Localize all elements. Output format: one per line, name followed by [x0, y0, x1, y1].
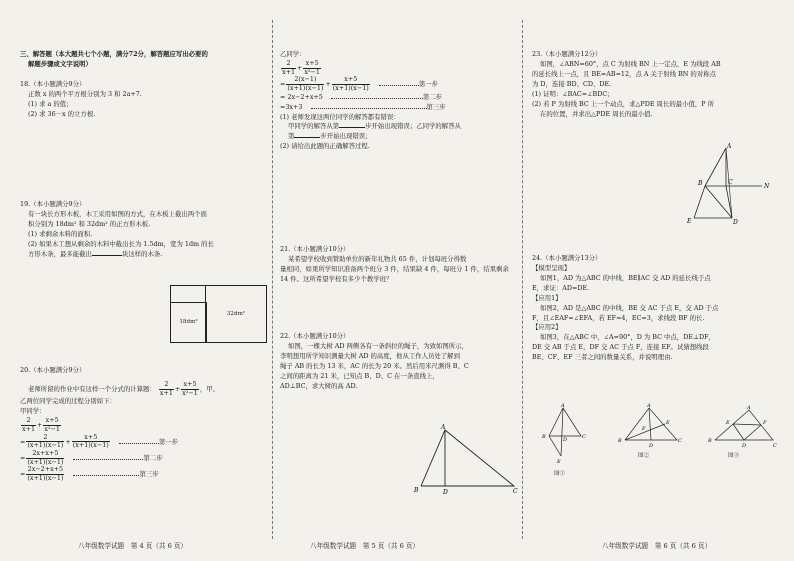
- q20-yi-expr0: $\frac{2}{x+1}$ + $\frac{x+5}{\text{x²−1}}$: [282, 58, 320, 76]
- label-b: B: [414, 487, 419, 494]
- q24-line5: 如图3，在△ABC 中，∠A=90°，D 为 BC 中点，DE⊥DF，: [540, 333, 715, 342]
- footer-page-6: 八年级数学试题 第 6 页（共 6 页）: [602, 541, 712, 550]
- q18-line2: (1) 求 a 的值；: [28, 99, 73, 108]
- section-title-line2: 解题步骤或文字说明）: [28, 59, 92, 68]
- q23-figure: [682, 140, 772, 230]
- q20-yi-label: 乙同学：: [280, 50, 306, 58]
- q19-heading: 19.（本小题满分9分）: [20, 200, 86, 208]
- large-square-label: 32dm²: [226, 310, 246, 317]
- fig1-label-a: A: [561, 403, 565, 409]
- column-divider-1: [272, 20, 273, 539]
- q24-model-title: 【模型呈现】: [532, 263, 571, 272]
- q19-line1: 有一块长方形木板，木工采用如图的方式，在木板上截出两个面: [28, 209, 207, 218]
- page-5-column: [280, 0, 518, 561]
- fig2-label-d: D: [649, 443, 654, 449]
- q20-jia-label: 甲同学：: [20, 407, 46, 416]
- segment-be: [694, 186, 705, 218]
- label-a: A: [441, 424, 446, 431]
- q24-line7: BE、CF、EF 三者之间的数量关系，并说明理由.: [532, 353, 673, 362]
- q20-part1: (1) 老师发现这两位同学的解答都有错误：: [280, 112, 400, 121]
- figure-1: [541, 403, 586, 464]
- q18-line1: 正数 x 的两个平方根分别为 3 和 2a+7.: [28, 89, 142, 98]
- q22-line4: 之间的距离为 21 米，已知点 B、D、C 在一条直线上，: [280, 371, 439, 380]
- q21-line1: 某希望学校收到赞助单位的新年礼物共 65 件，计划每班分得数: [288, 254, 467, 263]
- wood-board-figure: [170, 285, 267, 343]
- q24-line6: DE 交 AB 于点 E，DF 交 AC 于点 F，连接 EF。试猜想线段: [532, 343, 709, 352]
- fig1-label-c: C: [582, 434, 586, 440]
- q22-line1: 如图，一棵大树 AD 两侧各有一条斜拉的绳子，为致如图所示，: [288, 341, 468, 350]
- q20-part2: (2) 请给出此题的正确解答过程.: [280, 142, 370, 151]
- q23-label-a: A: [727, 143, 732, 150]
- fig2-label-c: C: [678, 438, 682, 444]
- q19-line4: (2) 如果木工想从剩余的木料中截出长为 1.5dm，宽为 1dm 的长: [28, 239, 214, 248]
- q20-heading: 20.（本小题满分9分）: [20, 366, 86, 374]
- q20-blank-2[interactable]: [294, 137, 320, 138]
- q20-line1-tail: ，甲、: [199, 385, 220, 394]
- footer-page-5: 八年级数学试题 第 5 页（共 6 页）: [310, 541, 420, 550]
- question-18: [20, 80, 268, 120]
- question-21: [280, 245, 515, 285]
- q20-line1: 老师所留的作业中有这样一个分式的计算题： $\frac{2}{x+1}$ + $\frac{x+5}{\text{x²−1}}$ ，甲、: [28, 379, 220, 397]
- q19-line5: [20, 250, 268, 260]
- q24-apply2-title: 【应用2】: [532, 323, 562, 332]
- q23-label-n: N: [764, 183, 770, 190]
- q18-line3: (2) 求 36－x 的立方根.: [28, 109, 96, 118]
- question-24: [532, 254, 778, 363]
- page-6-column: [532, 0, 778, 561]
- q23-line4: (1) 证明：∠BAC=∠BDC；: [532, 89, 614, 98]
- q23-line6: 在的位置，并求出△PDE 周长的最小值.: [540, 109, 653, 118]
- question-22: [280, 332, 515, 392]
- small-square-label: 18dm²: [179, 319, 198, 326]
- q20-jia-expr0: $\frac{2}{x+1}$ + $\frac{x+5}{\text{x²−1}}$: [22, 416, 60, 433]
- column-divider-2: [522, 20, 523, 539]
- q20-part1-a: 甲同学的解答从第 步开始出现错误；乙同学的解答从: [288, 122, 461, 131]
- q24-line4: F，且∠EAF=∠EFA，若 EF=4，EC=3，求线段 BF 的长.: [532, 313, 705, 322]
- q24-line3: 如图2，AD 是△ABC 的中线，BE 交 AC 于点 E，交 AD 于点: [540, 303, 719, 312]
- label-d: D: [443, 489, 448, 496]
- q20-jia-step3: = $\frac{2x-2+x+5}{(x+1)(x-1)}$ 第三步: [20, 465, 159, 482]
- fig3-label-b: B: [708, 438, 712, 444]
- q20-jia-step1: = $\frac{2}{(x+1)(x-1)}$ + $\frac{x+5}{(x+1)(x-1)}$ 第一步: [20, 432, 178, 450]
- fig1-label-b: B: [542, 434, 546, 440]
- tree-triangle-figure: [410, 422, 520, 496]
- q19-line2: 积分别为 18dm² 和 32dm² 的正方形木板.: [28, 219, 151, 228]
- triangle-abc: [421, 430, 514, 486]
- q23-line2: 的延长线上一点，且 BE=AB=12，点 A 关于射线 BN 的对称点: [532, 69, 716, 78]
- q18-heading: 18.（本小题满分9分）: [20, 80, 86, 88]
- q24-apply1-title: 【应用1】: [532, 293, 562, 302]
- figure-2-caption: 图②: [638, 453, 650, 459]
- segment-bd: [705, 186, 732, 218]
- q20-line2: 乙两位同学完成的过程分别如下：: [20, 397, 116, 406]
- q19-answer-blank[interactable]: [92, 255, 122, 256]
- fig2-label-b: B: [618, 438, 622, 444]
- q21-line3: 14 件。这所希望学校有多少个教学班？: [280, 274, 393, 283]
- fig1-label-d: D: [563, 437, 568, 443]
- question-19: [20, 200, 268, 260]
- q22-heading: 22.（本小题满分10分）: [280, 332, 350, 340]
- q23-line5: (2) 若 P 为射线 BC 上一个动点，求△PDE 周长的最小值，P 所: [532, 99, 715, 108]
- q23-label-c: C: [728, 179, 733, 186]
- q20-jia-step2: = $\frac{2x+x+5}{(x+1)(x-1)}$ 第二步: [20, 448, 163, 466]
- q23-heading: 23.（本小题满分12分）: [532, 50, 602, 58]
- question-23: [532, 50, 778, 119]
- q24-line2: E，求证：AD=DE.: [532, 283, 590, 292]
- figure-2: [617, 403, 682, 449]
- fig3-label-c: C: [773, 443, 777, 449]
- figure-3-caption: 图③: [728, 453, 740, 459]
- q20-line1-text: 老师所留的作业中有这样一个分式的计算题：: [28, 385, 156, 394]
- fig2-label-f: F: [642, 426, 646, 432]
- fig1-label-e: E: [557, 459, 561, 464]
- fig3-label-f: F: [763, 420, 767, 426]
- q19-line5-tail: 块这样的木条.: [121, 249, 163, 258]
- q22-line2: 李明想用所学知识测量大树 AD 的高度，他从工作人员处了解到: [280, 351, 460, 360]
- q20-yi-step1: = 2x−2+x+5 第二步: [280, 92, 443, 101]
- q21-heading: 21.（本小题满分10分）: [280, 245, 350, 253]
- question-20: [20, 366, 268, 483]
- figure-1-caption: 图①: [554, 471, 566, 477]
- fig2-label-e: E: [666, 420, 670, 426]
- q24-heading: 24.（本小题满分13分）: [532, 254, 602, 262]
- fig3-label-e: E: [726, 420, 730, 426]
- q23-label-d: D: [733, 219, 738, 226]
- q20-blank-1[interactable]: [339, 127, 365, 128]
- fig3-label-d: D: [742, 443, 747, 449]
- large-square: [205, 285, 267, 343]
- q20-continued: [280, 50, 515, 152]
- small-square: [170, 302, 207, 343]
- q22-line5: AD⊥BC，求大树的高 AD.: [280, 381, 358, 390]
- q21-line2: 量相同，如果所学知识准备两个班分 3 件，结果缺 4 件，每班分 1 件，结果剩余: [280, 264, 509, 273]
- q23-line1: 如图，∠ABN=60°，点 C 为射线 BN 上一定点，E 为线段 AB: [540, 59, 721, 68]
- fig3-label-a: A: [747, 405, 751, 411]
- figure-3: [707, 405, 777, 449]
- q19-line3: (1) 求剩余木料的面积.: [28, 229, 93, 238]
- q23-line3: 为 D，连接 BD、CD、DE.: [532, 79, 612, 88]
- q24-figures: [537, 402, 777, 464]
- q23-label-b: B: [698, 180, 703, 187]
- label-c: C: [513, 488, 518, 495]
- section-title: 三、解答题（本大题共七个小题，满分72分，解答题应写出必要的: [20, 50, 208, 58]
- fig2-label-a: A: [647, 403, 651, 409]
- q24-line1: 如图1，AD 为△ABC 的中线，BE∥AC 交 AD 的延长线于点: [540, 273, 711, 282]
- page-4-column: [20, 0, 268, 561]
- q19-line5-text: 方形木条，最多能截出: [28, 249, 92, 258]
- q23-label-e: E: [687, 218, 692, 225]
- q20-yi-step0: = $\frac{2(x-1)}{(x+1)(x-1)}$ + $\frac{x+5}{(x+1)(x-1)}$ 第一步: [280, 75, 438, 92]
- footer-page-4: 八年级数学试题 第 4 页（共 6 页）: [78, 541, 188, 550]
- segment-cd: [726, 186, 732, 218]
- q22-line3: 绳子 AB 的长为 13 米，AC 的长为 20 米。然后用米尺测得 B、C: [280, 361, 469, 370]
- q20-part1-b: 第 步开始出现错误；: [288, 132, 372, 141]
- segment-ba: [705, 148, 726, 186]
- q20-yi-step2: =3x+3 第三步: [280, 102, 446, 111]
